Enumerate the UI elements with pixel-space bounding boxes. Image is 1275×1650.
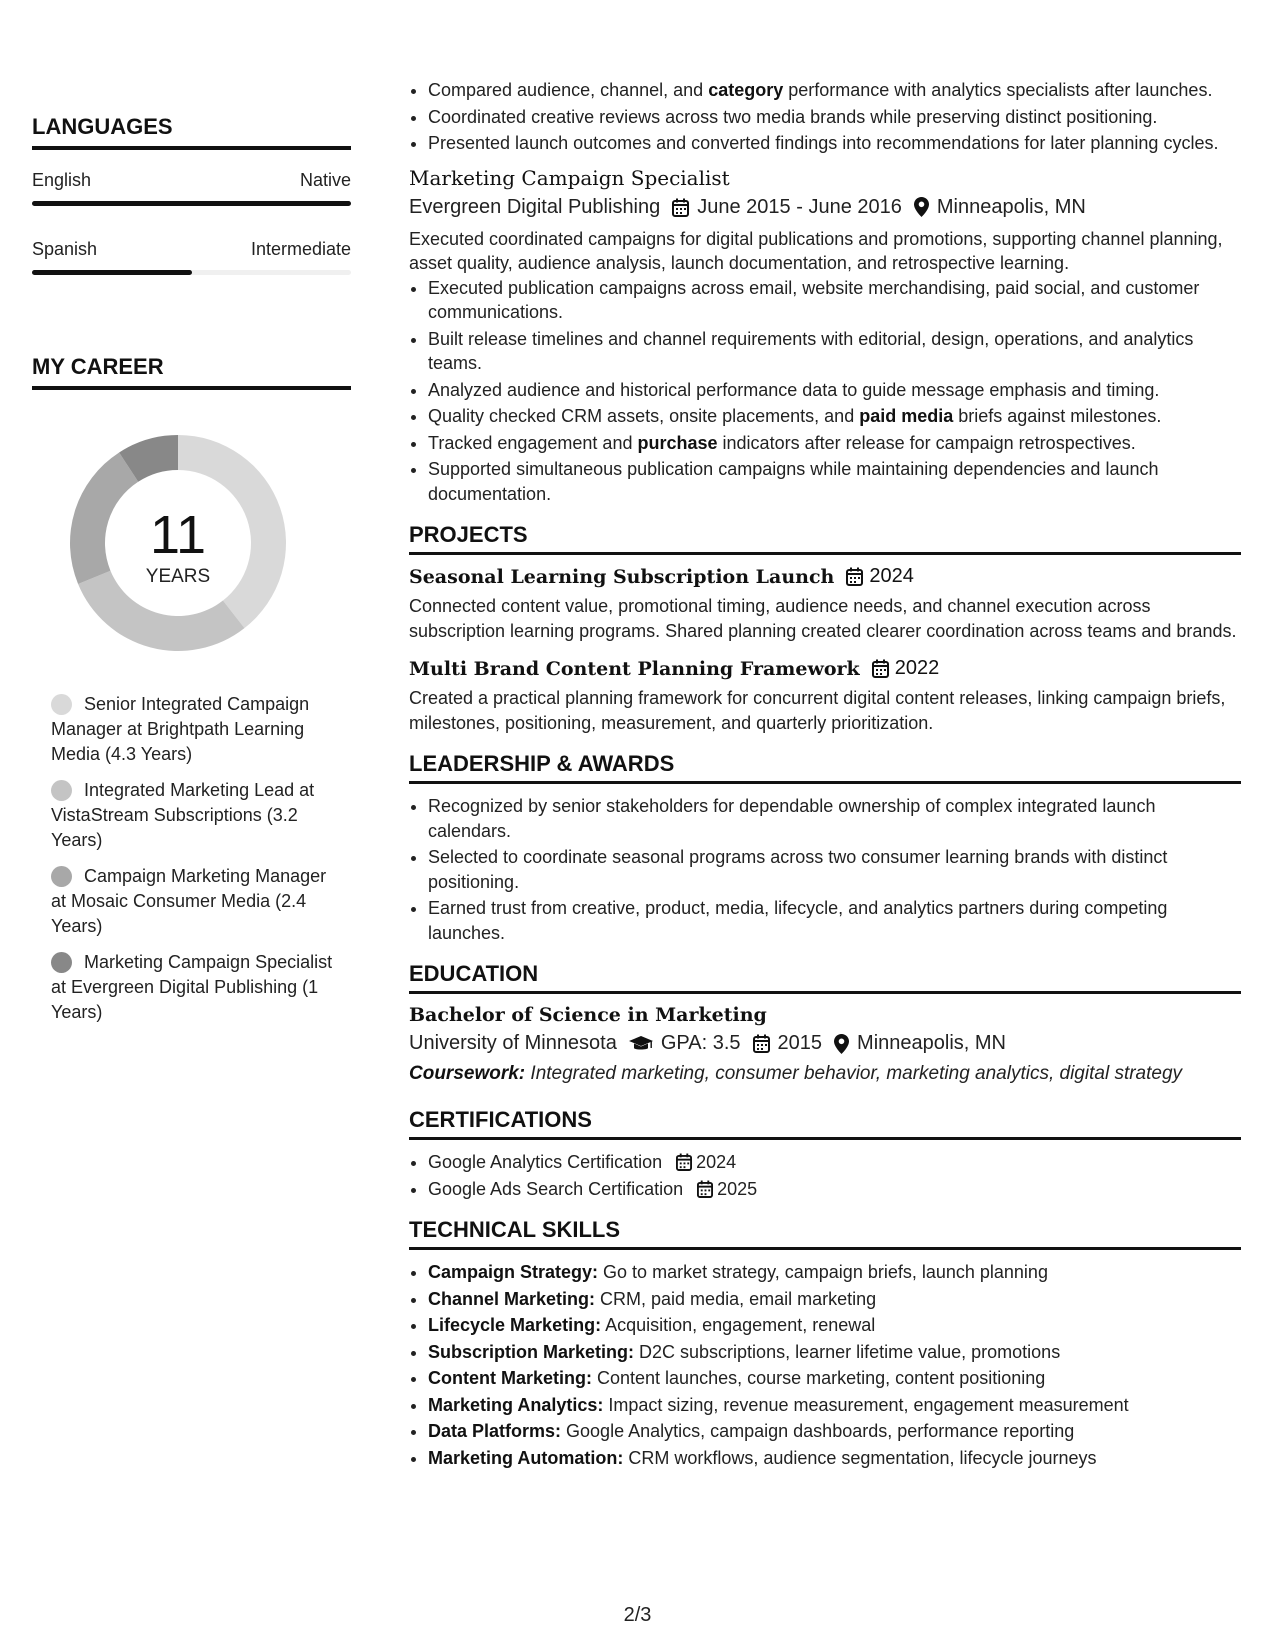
certification-item	[428, 1177, 1241, 1202]
bullet-item: • Earned trust from creative, product, media, lifecycle, and analytics partners during competing launches.	[428, 896, 1241, 945]
legend-dot	[51, 694, 72, 715]
graduation-year: 2015	[777, 1032, 823, 1054]
project-year: 2022	[894, 657, 940, 679]
language-proficiency-bar	[32, 270, 351, 275]
project-title-row	[409, 565, 1241, 588]
location-pin-icon	[914, 197, 929, 217]
career-legend-label: Integrated Marketing Lead at VistaStream Subscriptions (3.2 Years)	[51, 780, 315, 850]
leadership-heading: LEADERSHIP & AWARDS	[409, 751, 1241, 784]
certifications-heading: CERTIFICATIONS	[409, 1107, 1241, 1140]
project-title: Seasonal Learning Subscription Launch	[409, 565, 835, 588]
coursework-label: Coursework:	[409, 1063, 526, 1084]
language-level: Intermediate	[250, 239, 351, 259]
certification-name: • Google Analytics Certification	[428, 1152, 663, 1172]
career-legend-item	[51, 778, 341, 853]
project-title: Multi Brand Content Planning Framework	[409, 657, 860, 680]
leadership-bullets	[409, 794, 1241, 945]
career-heading: MY CAREER	[32, 354, 351, 390]
career-total-years: 11	[149, 505, 207, 565]
graduation-cap-icon	[629, 1035, 653, 1053]
skills-heading: TECHNICAL SKILLS	[409, 1217, 1241, 1250]
school-location: Minneapolis, MN	[857, 1032, 1006, 1054]
bullet-item: • Supported simultaneous publication campaigns while maintaining dependencies and launch documentation.	[428, 457, 1241, 506]
job-company: Evergreen Digital Publishing	[409, 195, 661, 218]
skill-item: • Marketing Analytics: Impact sizing, revenue measurement, engagement measurement	[428, 1393, 1241, 1418]
education-meta	[409, 1032, 1241, 1055]
school-name: University of Minnesota	[409, 1032, 617, 1054]
bullet-item: • Executed publication campaigns across email, website merchandising, paid social, and customer communications.	[428, 276, 1241, 325]
coursework-text: Integrated marketing, consumer behavior, marketing analytics, digital strategy	[525, 1063, 1183, 1084]
projects-heading: PROJECTS	[409, 522, 1241, 555]
language-proficiency-fill	[32, 270, 192, 275]
career-legend-item	[51, 692, 341, 767]
job-meta	[409, 196, 1241, 219]
language-row-english	[32, 170, 351, 206]
certification-year: 2025	[717, 1178, 758, 1199]
certification-year: 2024	[696, 1152, 737, 1172]
calendar-icon	[697, 1180, 713, 1198]
certifications-list	[409, 1150, 1241, 1201]
bullet-item: • Tracked engagement and purchase indicators after release for campaign retrospectives.	[428, 431, 1241, 456]
location-pin-icon	[834, 1034, 849, 1054]
bullet-item: • Selected to coordinate seasonal programs across two consumer learning brands with distinct positioning.	[428, 845, 1241, 894]
calendar-icon	[872, 659, 889, 678]
job-title: Marketing Campaign Specialist	[409, 165, 730, 190]
bullet-item: • Coordinated creative reviews across two media brands while preserving distinct positioning.	[428, 105, 1241, 130]
page-number: 2/3	[623, 1604, 652, 1626]
calendar-icon	[753, 1034, 770, 1053]
skill-item: • Campaign Strategy: Go to market strategy, campaign briefs, launch planning	[428, 1260, 1241, 1285]
previous-job-bullets	[409, 78, 1241, 156]
language-row-spanish	[32, 239, 351, 275]
education-heading: EDUCATION	[409, 961, 1241, 994]
skills-list	[409, 1260, 1241, 1470]
bullet-item: • Analyzed audience and historical performance data to guide message emphasis and timing.	[428, 378, 1241, 403]
bullet-item: • Quality checked CRM assets, onsite placements, and paid media briefs against milestones.	[428, 404, 1241, 429]
main-column	[409, 78, 1241, 1472]
skill-item: • Data Platforms: Google Analytics, campaign dashboards, performance reporting	[428, 1419, 1241, 1444]
legend-dot	[51, 780, 72, 801]
language-level: Native	[299, 170, 351, 190]
skill-item: • Content Marketing: Content launches, course marketing, content positioning	[428, 1366, 1241, 1391]
career-legend-label: Campaign Marketing Manager at Mosaic Consumer Media (2.4 Years)	[51, 866, 327, 936]
legend-dot	[51, 952, 72, 973]
skill-item: • Marketing Automation: CRM workflows, audience segmentation, lifecycle journeys	[428, 1446, 1241, 1471]
bullet-item: • Presented launch outcomes and converted findings into recommendations for later planning cycles.	[428, 131, 1241, 156]
language-proficiency-fill	[32, 201, 351, 206]
donut-segment-3	[70, 452, 138, 584]
job-summary: Executed coordinated campaigns for digital publications and promotions, supporting channel planning, asset quality, audience analysis, launch documentation, and retrospective learning.	[409, 228, 1223, 273]
career-legend-label: Marketing Campaign Specialist at Evergreen Digital Publishing (1 Years)	[51, 952, 333, 1022]
career-legend-label: Senior Integrated Campaign Manager at Brightpath Learning Media (4.3 Years)	[51, 694, 310, 764]
career-legend-item	[51, 864, 341, 939]
bullet-item: • Recognized by senior stakeholders for dependable ownership of complex integrated launch calendars.	[428, 794, 1241, 843]
skill-item: • Channel Marketing: CRM, paid media, email marketing	[428, 1287, 1241, 1312]
gpa: GPA: 3.5	[660, 1032, 741, 1054]
language-proficiency-bar	[32, 201, 351, 206]
certification-name: • Google Ads Search Certification	[428, 1178, 684, 1199]
calendar-icon	[676, 1153, 692, 1171]
bullet-item: • Built release timelines and channel requirements with editorial, design, operations, and analytics teams.	[428, 327, 1241, 376]
calendar-icon	[672, 198, 689, 217]
language-name: English	[32, 170, 92, 190]
project-title-row	[409, 657, 1241, 680]
bullet-item: • Compared audience, channel, and category performance with analytics specialists after launches.	[428, 78, 1241, 103]
project-year: 2024	[869, 565, 914, 587]
job-dates: June 2015 - June 2016	[697, 195, 902, 218]
career-donut-chart	[65, 430, 291, 656]
project-description: Connected content value, promotional timing, audience needs, and channel execution across subscription learning programs. Shared planning created clearer coordination across teams and brands.	[409, 596, 1237, 641]
career-years-unit: YEARS	[145, 566, 211, 587]
legend-dot	[51, 866, 72, 887]
skill-item: • Lifecycle Marketing: Acquisition, engagement, renewal	[428, 1313, 1241, 1338]
language-name: Spanish	[32, 239, 98, 259]
degree-title: Bachelor of Science in Marketing	[409, 1004, 767, 1026]
job-location: Minneapolis, MN	[936, 195, 1086, 218]
skill-item: • Subscription Marketing: D2C subscriptions, learner lifetime value, promotions	[428, 1340, 1241, 1365]
project-description: Created a practical planning framework for concurrent digital content releases, linking campaign briefs, milestones, positioning, measurement, and quarterly prioritization.	[409, 688, 1226, 733]
certification-item	[428, 1150, 1241, 1175]
career-legend	[51, 692, 341, 1036]
job-bullets	[409, 276, 1241, 507]
calendar-icon	[846, 567, 863, 586]
coursework	[409, 1063, 1241, 1085]
languages-heading: LANGUAGES	[32, 114, 351, 150]
career-legend-item	[51, 950, 341, 1025]
